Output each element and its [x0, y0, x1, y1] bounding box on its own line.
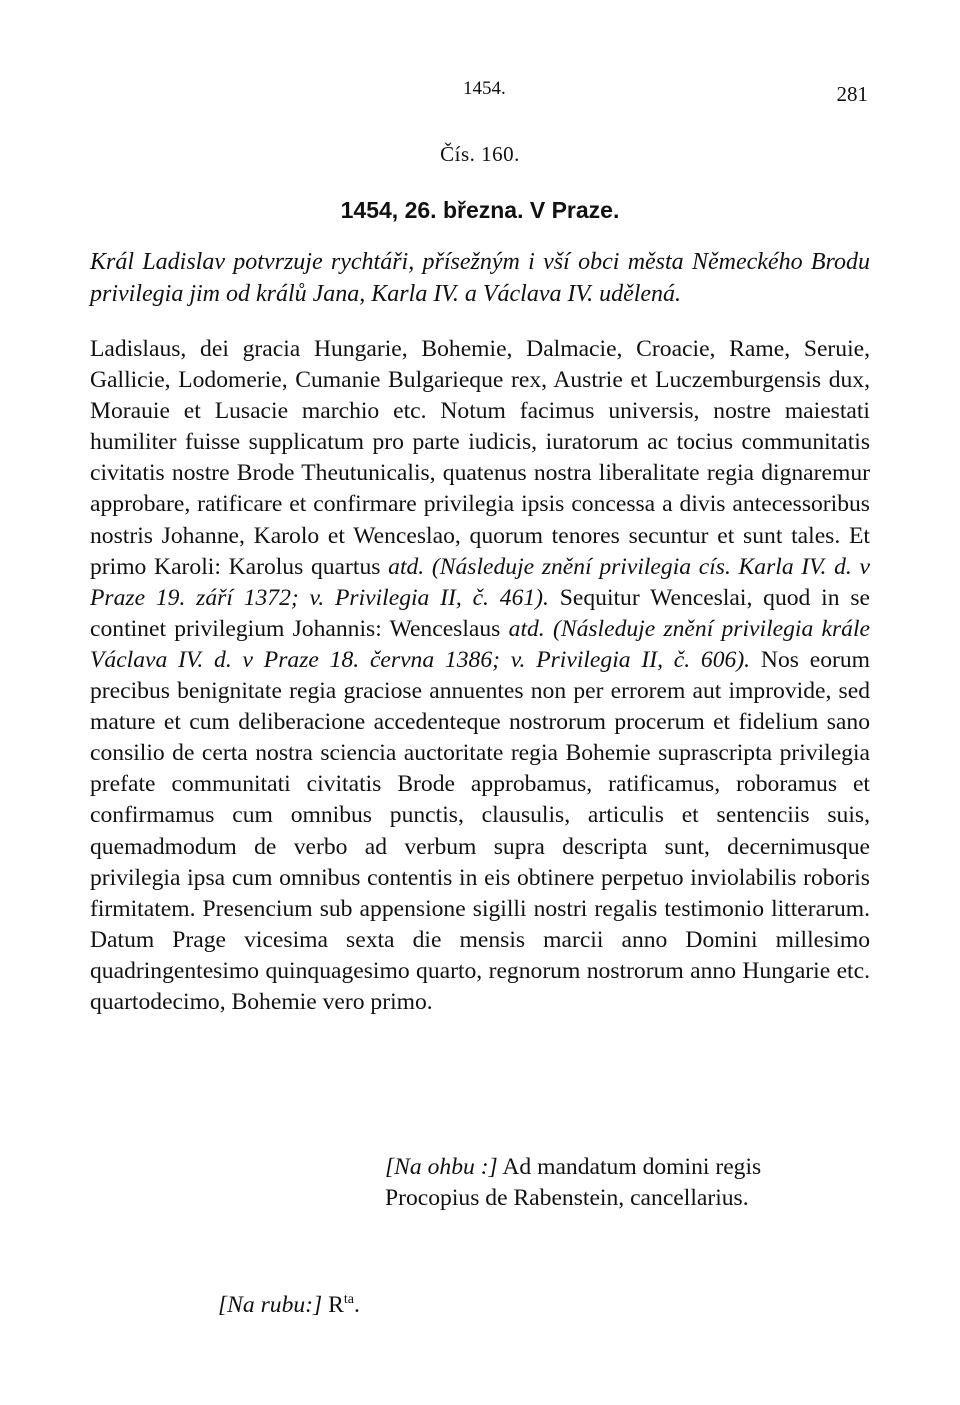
charter-text-part-1: Ladislaus, dei gracia Hungarie, Bohemie, Dalmacie, Croacie, Rame, Seruie, Gallicie, Lodomerie, Cumanie Bulgarieque rex, Austrie et Luczemburgensis dux, Morauie et Lusacie marchio etc. Notum facimus universis, nostre maiestati humiliter fuisse supplicatum pro parte iudicis, iuratorum ac tocius communitatis civitatis nostre Brode Theutunicalis, quatenus nostra liberalitate regia dignaremur approbare, ratificare et confirmare privilegia ipsis concessa a divis antecessoribus nostris Johanne, Karolo et Wenceslao, quorum tenores secuntur et sunt tales. Et primo Karoli: Karolus quartus	[90, 336, 870, 580]
page-number: 281	[836, 82, 868, 106]
fold-label: [Na ohbu :]	[385, 1154, 498, 1180]
dorsum-label: [Na rubu:]	[218, 1292, 323, 1318]
atd-1: atd.	[388, 553, 425, 580]
charter-text	[90, 334, 870, 1018]
document-number: Čís. 160.	[440, 142, 520, 166]
dorsum-end: .	[354, 1292, 360, 1318]
fold-note	[385, 1152, 875, 1214]
fold-text-2: Procopius de Rabenstein, cancellarius.	[385, 1185, 749, 1211]
fold-text: Ad mandatum domini regis	[502, 1154, 762, 1180]
regest: Král Ladislav potvrzuje rychtáři, přísežným i vší obci města Německého Brodu privilegia jim od králů Jana, Karla IV. a Václava IV. udělená.	[90, 249, 870, 307]
running-year: 1454.	[463, 78, 506, 99]
charter-text-part-2: Sequitur Wenceslai, quod in se continet privilegium Johannis: Wenceslaus	[90, 584, 870, 642]
document-page	[90, 70, 870, 1018]
dorsum-text: R	[328, 1292, 344, 1318]
dorsum-sup: ta	[343, 1292, 354, 1307]
insertion-note-1: (Následuje znění privilegia cís. Karla IV. d. v Praze 19. září 1372; v. Privilegia II, č. 461).	[90, 553, 870, 611]
document-date: 1454, 26. března. V Praze.	[340, 197, 620, 223]
dorsum-note	[218, 1292, 360, 1319]
charter-text-part-3: Nos eorum precibus benignitate regia graciose annuentes non per errorem aut improvide, sed mature et cum deliberacione accedenteque nostrorum procerum et fidelium sano consilio de certa nostra sciencia auctoritate regia Bohemie suprascripta privilegia prefate communitati civitatis Brode approbamus, ratificamus, roboramus et confirmamus cum omnibus punctis, clausulis, articulis et sentenciis suis, quemadmodum de verbo ad verbum supra descripta sunt, decernimusque privilegia ipsa cum omnibus contentis in eis obtinere perpetuo inviolabilis roboris firmitatem. Presencium sub appensione sigilli nostri regalis testimonio litterarum. Datum Prage vicesima sexta die mensis marcii anno Domini millesimo quadringentesimo quinquagesimo quarto, regnorum nostrorum anno Hungarie etc. quartodecimo, Bohemie vero primo.	[90, 646, 870, 1015]
running-head	[90, 70, 870, 120]
insertion-note-2: (Následuje znění privilegia krále Václava IV. d. v Praze 18. června 1386; v. Privilegia II, č. 606).	[90, 615, 870, 673]
atd-2: atd.	[508, 615, 545, 642]
charter-paragraph	[90, 334, 870, 1018]
